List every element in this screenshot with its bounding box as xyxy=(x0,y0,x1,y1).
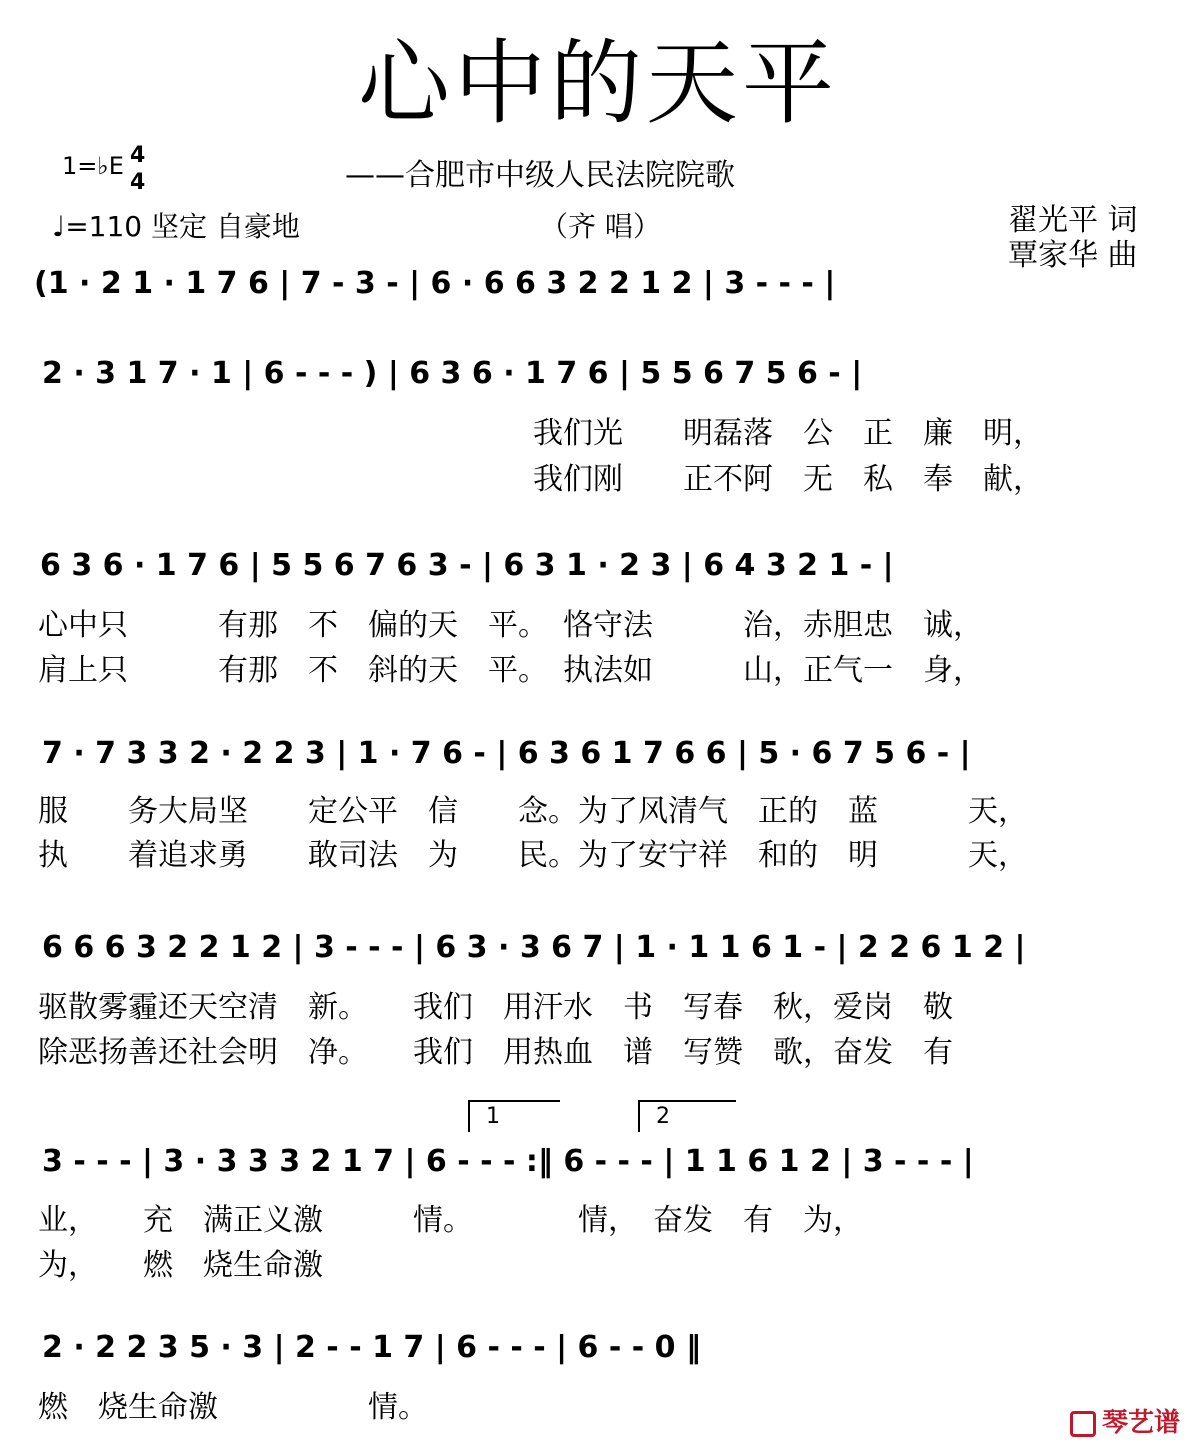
notation-line-7: 2 · 2 2 3 5 · 3 | 2 - - 1 7 | 6 - - - | 6 - - 0 ‖ xyxy=(42,1330,701,1365)
lyricist-credit: 翟光平 词 xyxy=(1008,203,1138,238)
lyric-line-3-verse-1: 心中只 有那 不 偏的天 平。 恪守法 治，赤胆忠 诚， xyxy=(38,608,983,643)
key-signature: 1=♭E xyxy=(62,152,124,180)
volta-2-number: 2 xyxy=(656,1104,670,1129)
song-title: 心中的天平 xyxy=(357,30,838,137)
lyric-line-7-verse-1: 燃 烧生命激 情。 xyxy=(38,1390,428,1425)
watermark-icon xyxy=(1070,1411,1096,1437)
lyric-line-5-verse-2: 除恶扬善还社会明 净。 我们 用热血 谱 写赞 歌，奋发 有 xyxy=(38,1035,953,1070)
subtitle: ——合肥市中级人民法院院歌 xyxy=(345,158,735,193)
lyric-line-5-verse-1: 驱散雾霾还天空清 新。 我们 用汗水 书 写春 秋，爱岗 敬 xyxy=(38,990,953,1025)
lyric-line-4-verse-2: 执 着追求勇 敢司法 为 民。为了安宁祥 和的 明 天， xyxy=(38,838,1028,873)
volta-1-number: 1 xyxy=(486,1104,500,1129)
time-signature-bottom: 4 xyxy=(130,170,146,195)
notation-line-3: 6 3 6 · 1 7 6 | 5 5 6 7 6 3 - | 6 3 1 · 2 3 | 6 4 3 2 1 - | xyxy=(40,548,894,583)
lyric-line-2-verse-1: 我们光 明磊落 公 正 廉 明， xyxy=(533,416,1043,451)
watermark-text: 琴艺谱 xyxy=(1102,1408,1181,1438)
notation-line-6: 3 - - - | 3 · 3 3 3 2 1 7 | 6 - - - :‖ 6 - - - | 1 1 6 1 2 | 3 - - - | xyxy=(42,1144,974,1179)
time-signature-top: 4 xyxy=(130,143,146,168)
lyric-line-4-verse-1: 服 务大局坚 定公平 信 念。为了风清气 正的 蓝 天， xyxy=(38,794,1028,829)
lyric-line-3-verse-2: 肩上只 有那 不 斜的天 平。 执法如 山，正气一 身， xyxy=(38,653,983,688)
notation-line-1: (1 · 2 1 · 1 7 6 | 7 - 3 - | 6 · 6 6 3 2 2 1 2 | 3 - - - | xyxy=(34,266,836,301)
notation-line-2: 2 · 3 1 7 · 1 | 6 - - - ) | 6 3 6 · 1 7 6 | 5 5 6 7 5 6 - | xyxy=(42,356,863,391)
tempo-marking: ♩=110 坚定 自豪地 xyxy=(52,210,300,243)
volta-bracket-1 xyxy=(468,1100,560,1132)
voicing-label: （齐 唱） xyxy=(540,210,661,243)
lyric-line-6-verse-2: 为， 燃 烧生命激 xyxy=(38,1248,323,1283)
lyric-line-2-verse-2: 我们刚 正不阿 无 私 奉 献， xyxy=(533,462,1043,497)
lyric-line-6-verse-1: 业， 充 满正义激 情。 情， 奋发 有 为， xyxy=(38,1203,863,1238)
notation-line-5: 6 6 6 3 2 2 1 2 | 3 - - - | 6 3 · 3 6 7 | 1 · 1 1 6 1 - | 2 2 6 1 2 | xyxy=(42,930,1026,965)
notation-line-4: 7 · 7 3 3 2 · 2 2 3 | 1 · 7 6 - | 6 3 6 1 7 6 6 | 5 · 6 7 5 6 - | xyxy=(42,736,971,771)
volta-bracket-2 xyxy=(638,1100,736,1132)
watermark-logo xyxy=(1070,1402,1180,1439)
composer-credit: 覃家华 曲 xyxy=(1008,238,1138,273)
